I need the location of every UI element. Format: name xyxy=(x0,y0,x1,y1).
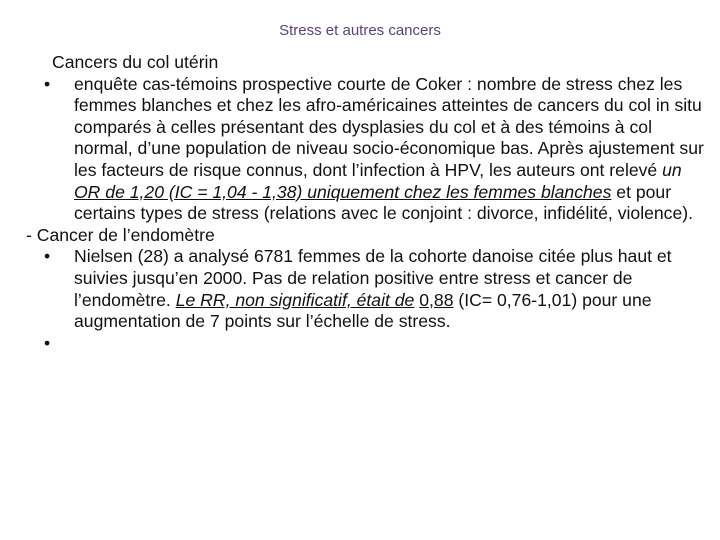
nielsen-study-text: Nielsen (28) a analysé 6781 femmes de la cohorte danoise citée plus haut et suivies jusqu’en 2000. Pas de relation positive entre stress et cancer de l’endomètre. xyxy=(74,246,672,310)
slide-content xyxy=(18,52,708,354)
slide-title: Stress et autres cancers xyxy=(279,22,441,39)
bullet-marker: • xyxy=(44,246,51,267)
coker-study-italic: un xyxy=(662,159,682,180)
bullet-marker: • xyxy=(44,332,51,353)
coker-study-text-end: et pour certains types de stress (relations avec le conjoint : divorce, infidélité, violence). xyxy=(74,181,694,224)
nielsen-study-text-end: (IC= 0,76-1,01) pour une augmentation de 7 points sur l’échelle de stress. xyxy=(74,289,652,332)
bullet-coker-study xyxy=(18,74,708,225)
empty-bullet xyxy=(18,333,708,355)
bullet-nielsen-study xyxy=(18,246,708,332)
nielsen-study-rr-value: 0,88 xyxy=(419,289,454,310)
nielsen-study-rr-result: Le RR, non significatif, était de xyxy=(175,289,415,310)
bullet-marker: • xyxy=(44,73,51,94)
coker-study-text: enquête cas-témoins prospective courte de Coker : nombre de stress chez les femmes blanches et chez les afro-américaines atteintes de cancers du col in situ comparés à celles présentant des dysplasies du col et à des témoins à col normal, d’une population de niveau socio-économique bas. Après ajustement sur les facteurs de risque connus, dont l’infection à HPV, les auteurs ont relevé xyxy=(74,73,704,180)
section-heading-endometrial-cancer: - Cancer de l’endomètre xyxy=(26,224,215,245)
coker-study-or-result: OR de 1,20 (IC = 1,04 - 1,38) uniquement chez les femmes blanches xyxy=(74,181,612,202)
section-heading-cervical-cancer: Cancers du col utérin xyxy=(52,52,219,72)
